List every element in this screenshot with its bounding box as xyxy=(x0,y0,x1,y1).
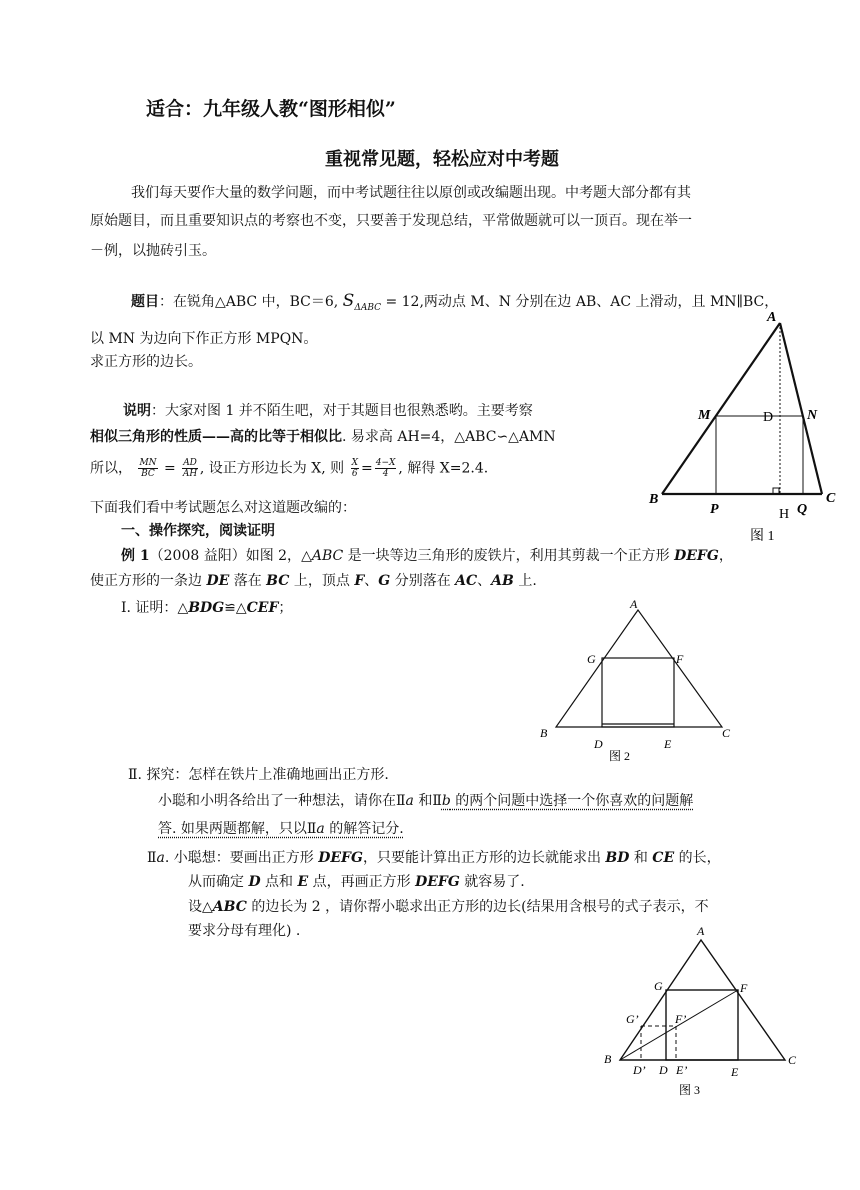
fig1-label-a: A xyxy=(767,310,777,325)
fraction-mn-bc: $\frac{MN}{BC}$ xyxy=(139,458,157,479)
transition-text: 下面我们看中考试题怎么对这道题改编的： xyxy=(90,500,356,516)
part2a-line-1: Ⅱa. 小聪想：要画出正方形 DEFG，只要能计算出正方形的边长就能求出 BD 和 CE 的长， xyxy=(147,850,721,866)
section-heading-1: 一、操作探究，阅读证明 xyxy=(121,523,275,539)
fig1-label-p: P xyxy=(710,502,719,517)
problem-line-3: 求正方形的边长。 xyxy=(90,354,202,370)
fig1-label-b: B xyxy=(649,492,659,507)
fig3-label-f-prime: F’ xyxy=(675,1012,687,1026)
page-title: 重视常见题，轻松应对中考题 xyxy=(325,149,559,170)
explain-line-2: 相似三角形的性质——高的比等于相似比. 易求高 AH=4，△ABC∽△AMN xyxy=(90,429,556,445)
fig2-label-c: C xyxy=(722,726,731,740)
fig3-label-a: A xyxy=(697,924,705,938)
example1-line-2: 使正方形的一条边 DE 落在 BC 上，顶点 F、G 分别落在 AC、AB 上. xyxy=(90,573,537,589)
fig2-label-f: F xyxy=(676,652,684,666)
part2a-line-2: 从而确定 D 点和 E 点，再画正方形 DEFG 就容易了. xyxy=(188,874,525,890)
intro-line-3: －例，以抛砖引玉。 xyxy=(90,243,216,259)
intro-line-2: 原始题目，而且重要知识点的考察也不变，只要善于发现总结，平常做题就可以一顶百。现在举一 xyxy=(90,213,692,229)
fig3-label-g-prime: G’ xyxy=(626,1012,639,1026)
fig2-label-e: E xyxy=(664,737,672,751)
part1-line: Ⅰ. 证明：△BDG≌△CEF； xyxy=(121,600,293,616)
suitable-header: 适合：九年级人教“图形相似” xyxy=(146,98,396,120)
fig2-caption: 图 2 xyxy=(609,749,631,763)
fig3-label-d-prime: D’ xyxy=(633,1063,646,1077)
part2a-line-4: 要求分母有理化) . xyxy=(188,923,301,939)
fig3-label-e-prime: E’ xyxy=(676,1063,688,1077)
key-property: 相似三角形的性质——高的比等于相似比 xyxy=(90,429,342,445)
fraction-x-6: $\frac{X}{6}$ xyxy=(351,458,358,479)
fig1-caption: 图 1 xyxy=(750,529,775,544)
part2-line-1: 小聪和小明各给出了一种想法，请你在Ⅱa 和Ⅱb 的两个问题中选择一个你喜欢的问题解 xyxy=(158,793,694,809)
area-symbol: S xyxy=(342,291,355,311)
explain-line-1: 说明：大家对图 1 并不陌生吧，对于其题目也很熟悉哟。主要考察 xyxy=(123,403,533,419)
fraction-4x-4: $\frac{4-X}{4}$ xyxy=(375,458,396,479)
fig1-label-d: D xyxy=(763,410,774,425)
fig1-label-c: C xyxy=(826,491,836,506)
fig3-label-b: B xyxy=(604,1052,612,1066)
part2-label: Ⅱ. 探究：怎样在铁片上准确地画出正方形. xyxy=(128,767,389,783)
example1-line-1: 例 1（2008 益阳）如图 2，△ABC 是一块等边三角形的废铁片，利用其剪裁一个正方形 DEFG， xyxy=(121,548,733,564)
fig3-label-c: C xyxy=(788,1053,797,1067)
fig3-label-e: E xyxy=(731,1065,739,1079)
fig1-label-h: H xyxy=(779,507,790,522)
fig2-label-g: G xyxy=(587,652,596,666)
fig2-label-d: D xyxy=(594,737,603,751)
fig2-label-a: A xyxy=(630,597,638,611)
fig3-label-g: G xyxy=(654,979,663,993)
part2a-line-3: 设△ABC 的边长为 2 ，请你帮小聪求出正方形的边长(结果用含根号的式子表示，不 xyxy=(188,899,709,915)
problem-line-1: 题目：在锐角△ABC 中，BC＝6, $S_{\Delta ABC} = 12$,两动点 M、N 分别在边 AB、AC 上滑动，且 MN∥BC， xyxy=(131,291,779,313)
fig2-label-b: B xyxy=(540,726,548,740)
fig1-label-q: Q xyxy=(797,502,808,517)
fig3-label-f: F xyxy=(740,981,748,995)
explain-line-3: 所以， $\frac{MN}{BC}$ = $\frac{AD}{AH}$ , 设正方形边长为 X, 则 $\frac{X}{6}$ = $\frac{4-X}{4}$ , 解得 X=2.4. xyxy=(90,458,489,479)
fig3-label-d: D xyxy=(659,1063,668,1077)
fig1-label-m: M xyxy=(698,408,711,423)
explain-label: 说明 xyxy=(123,403,151,419)
part2-line-2: 答. 如果两题都解，只以Ⅱa 的解答记分. xyxy=(158,821,404,837)
problem-line-2: 以 MN 为边向下作正方形 MPQN。 xyxy=(90,331,318,347)
fraction-ad-ah: $\frac{AD}{AH}$ xyxy=(182,458,198,479)
intro-line-1: 我们每天要作大量的数学问题，而中考试题往往以原创或改编题出现。中考题大部分都有其 xyxy=(131,185,691,201)
fig3-caption: 图 3 xyxy=(679,1083,701,1097)
fig1-label-n: N xyxy=(807,408,818,423)
problem-label: 题目 xyxy=(131,294,159,310)
example1-label: 例 1 xyxy=(121,548,150,564)
